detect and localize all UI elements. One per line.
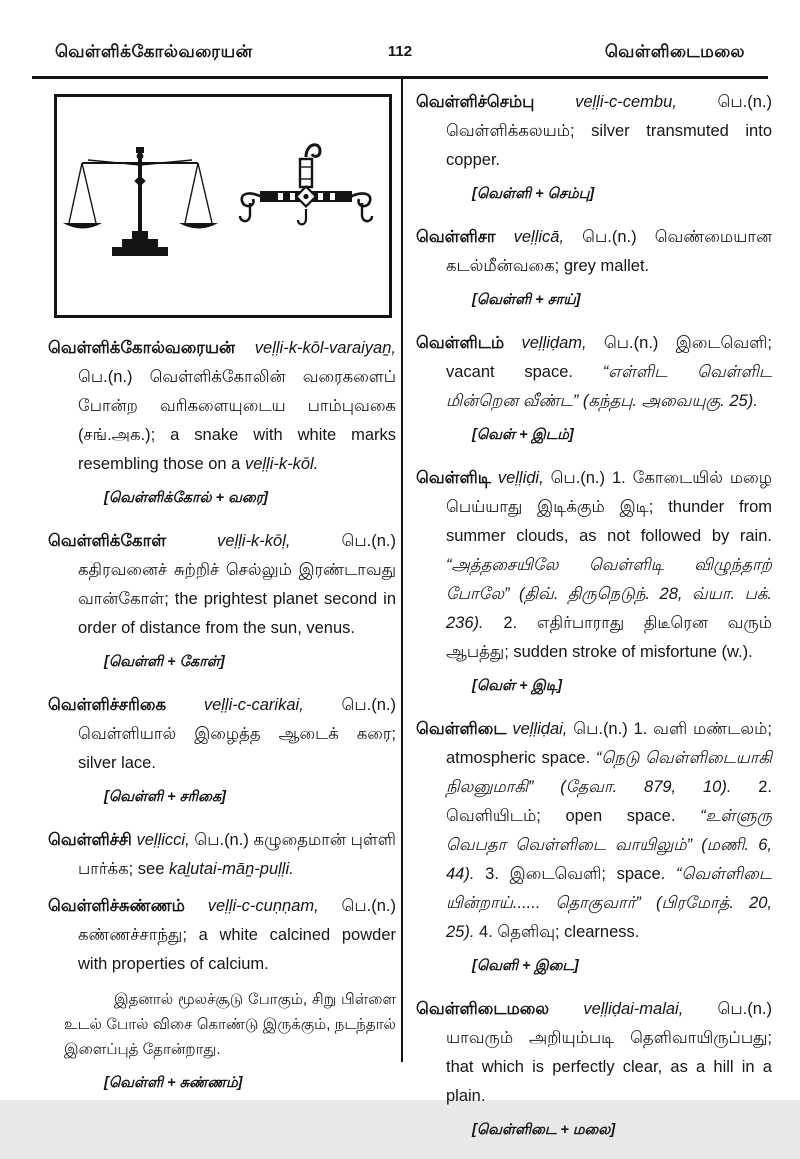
part-of-speech: பெ.(n.) xyxy=(717,1000,772,1018)
quotation: “நெடு வெள்ளிடையாகி நிலனுமாகி” (தேவா. 879, 10). xyxy=(446,749,773,796)
transliteration: veḷḷiḍam, xyxy=(521,334,604,352)
dictionary-entry xyxy=(48,334,396,479)
definition-text: வெள்ளியால் இழைத்த ஆடைக் கரை; silver lace. xyxy=(78,725,396,772)
definition-text: 2. எதிர்பாராது திடீரென வரும் ஆபத்து; sudden stroke of misfortune (w.). xyxy=(446,614,772,661)
definition-text: வெள்ளிக்கலயம்; silver transmuted into copper. xyxy=(446,122,772,169)
headword: வெள்ளிச்செம்பு xyxy=(416,93,576,111)
header-rule xyxy=(32,76,768,79)
etymology: [வெளி + இடை] xyxy=(472,958,579,974)
definition-text: கண்ணச்சாந்து; a white calcined powder with properties of calcium. xyxy=(78,926,396,973)
headword: வெள்ளிடை xyxy=(416,720,513,738)
definition-text: கழுதைமான் புள்ளி பார்க்க; see xyxy=(78,831,397,878)
definition-text: 1. வளி மண்டலம்; atmospheric space. xyxy=(446,720,772,767)
headword: வெள்ளிக்கோல்வரையன் xyxy=(48,339,255,357)
etymology: [வெள்ளி + கோள்] xyxy=(104,654,225,670)
headword: வெள்ளிடம் xyxy=(416,334,522,352)
quotation: “எள்ளிட வெள்ளிட மின்றென வீண்ட” (கந்தபு. அவையுகு. 25). xyxy=(446,363,773,410)
part-of-speech: பெ.(n.) xyxy=(582,228,655,246)
steelyard-balance-icon xyxy=(226,131,386,281)
dictionary-entry xyxy=(416,715,772,947)
definition-text: வெள்ளிக்கோலின் வரைகளைப் போன்ற வரிகளையுடைய பாம்புவகை (சங்.அக.); a snake with white marks resembling those on a xyxy=(78,368,396,473)
transliteration: veḷḷicci, xyxy=(136,831,195,849)
transliteration: veḷḷiḍai-malai, xyxy=(583,1000,718,1018)
part-of-speech: பெ.(n.) xyxy=(573,720,634,738)
definition-text: இடைவெளி; vacant space. xyxy=(446,334,772,381)
transliteration: veḷḷi-c-cuṇṇam, xyxy=(207,897,342,915)
transliteration: veḷḷi-c-carikai, xyxy=(203,696,342,714)
etymology: [வெள்ளி + சுண்ணம்] xyxy=(104,1075,243,1091)
definition-text: 3. இடைவெளி; space. xyxy=(485,865,676,883)
part-of-speech: பெ.(n.) xyxy=(717,93,772,111)
transliteration: veḷḷi-c-cembu, xyxy=(575,93,718,111)
running-head-left-word: வெள்ளிக்கோல்வரையன் xyxy=(55,42,253,61)
figure-scales xyxy=(54,94,392,318)
definition-text: யாவரும் அறியும்படி தெளிவாயிருப்பது; that which is perfectly clear, as a hill in a plain. xyxy=(446,1029,772,1105)
headword: வெள்ளிச்சுண்ணம் xyxy=(48,897,208,915)
etymology: [வெள்ளி + செம்பு] xyxy=(472,186,595,202)
dictionary-entry xyxy=(416,223,772,281)
headword: வெள்ளிக்கோள் xyxy=(48,532,218,550)
headword: வெள்ளிச்சி xyxy=(48,831,137,849)
definition-text: 1. கோடையில் மழை பெய்யாது இடிக்கும் இடி; thunder from summer clouds, as not followed by rain. xyxy=(446,469,772,545)
left-column xyxy=(48,90,396,1112)
transliteration: veḷḷiḍi, xyxy=(497,469,551,487)
dictionary-entry xyxy=(416,464,772,667)
quotation: “வெள்ளிடை யின்றாய்...... தொகுவார்” (பிரமோத். 20, 25). xyxy=(446,865,772,941)
transliteration: veḷḷi-k-kōl-varaiyaṉ, xyxy=(254,339,396,357)
definition-text: வெண்மையான கடல்மீன்வகை; grey mallet. xyxy=(446,228,772,275)
quotation: “அத்தசையிலே வெள்ளிடி விழுந்தாற் போலே” (திவ். திருநெடுந். 28, வ்யா. பக். 236). xyxy=(446,556,772,632)
beam-balance-icon xyxy=(60,131,220,281)
part-of-speech: பெ.(n.) xyxy=(603,334,676,352)
running-head xyxy=(0,42,800,68)
part-of-speech: பெ.(n.) xyxy=(341,532,396,550)
usage-note: இதனால் மூலச்சூடு போகும், சிறு பிள்ளை உடல் போல் விசை கொண்டு இருக்கும், நடந்தால் இளைப்புத் தோன்றாது. xyxy=(64,991,396,1058)
part-of-speech: பெ.(n.) xyxy=(341,897,396,915)
headword: வெள்ளிச்சரிகை xyxy=(48,696,204,714)
dictionary-entry xyxy=(48,892,396,979)
running-head-right-word: வெள்ளிடைமலை xyxy=(604,42,745,61)
transliteration: veḷḷicā, xyxy=(513,228,583,246)
etymology: [வெள்ளி + சாய்] xyxy=(472,292,581,308)
headword: வெள்ளிடி xyxy=(416,469,498,487)
etymology: [வெள்ளிக்கோல் + வரை] xyxy=(104,490,269,506)
definition-text: கதிரவனைச் சுற்றிச் செல்லும் இரண்டாவது வான்கோள்; the prightest planet second in order of distance from the sun, venus. xyxy=(78,561,396,637)
dictionary-entry xyxy=(416,88,772,175)
part-of-speech: பெ.(n.) xyxy=(341,696,396,714)
dictionary-entry xyxy=(48,826,396,884)
part-of-speech: பெ.(n.) xyxy=(194,831,254,849)
definition-text: 4. தெளிவு; clearness. xyxy=(479,923,640,941)
part-of-speech: பெ.(n.) xyxy=(550,469,612,487)
page-number: 112 xyxy=(387,43,413,60)
dictionary-entry xyxy=(48,527,396,643)
transliteration: veḷḷi-k-kōl. xyxy=(244,455,319,473)
dictionary-entry xyxy=(416,329,772,416)
transliteration: kaḻutai-māṉ-puḷḷi. xyxy=(168,860,294,878)
transliteration: veḷḷi-k-kōḷ, xyxy=(217,532,342,550)
etymology: [வெள் + இடி] xyxy=(472,678,563,694)
quotation: “உள்ளுரு வெபதா வெள்ளிடை வாயிலும்” (மணி. 6, 44). xyxy=(446,807,772,883)
headword: வெள்ளிடைமலை xyxy=(416,1000,584,1018)
transliteration: veḷḷiḍai, xyxy=(512,720,574,738)
column-divider xyxy=(401,79,403,1062)
dictionary-entry xyxy=(48,691,396,778)
dictionary-entry xyxy=(416,995,772,1111)
part-of-speech: பெ.(n.) xyxy=(78,368,150,386)
etymology: [வெள் + இடம்] xyxy=(472,427,574,443)
definition-text: 2. வெளியிடம்; open space. xyxy=(446,778,772,825)
headword: வெள்ளிசா xyxy=(416,228,514,246)
etymology: [வெள்ளிடை + மலை] xyxy=(472,1122,616,1138)
etymology: [வெள்ளி + சரிகை] xyxy=(104,789,226,805)
right-column xyxy=(416,88,772,1159)
